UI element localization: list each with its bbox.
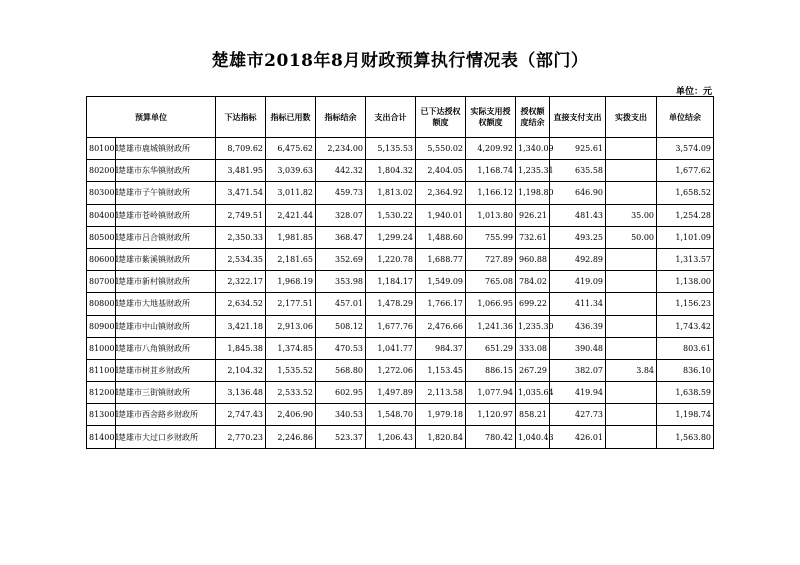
value-cell: 1,743.42 xyxy=(657,315,714,337)
value-cell: 2,246.86 xyxy=(266,426,316,448)
value-cell: 267.29 xyxy=(516,359,550,381)
value-cell: 1,478.29 xyxy=(366,293,416,315)
unit-name: 楚雄市三街镇财政所 xyxy=(116,382,216,404)
budget-table xyxy=(86,96,714,449)
value-cell: 602.95 xyxy=(316,382,366,404)
value-cell: 765.08 xyxy=(466,271,516,293)
value-cell: 1,066.95 xyxy=(466,293,516,315)
column-header: 实拨支出 xyxy=(606,97,657,138)
unit-code: 813001 xyxy=(87,404,116,426)
value-cell: 2,350.33 xyxy=(216,226,266,248)
value-cell: 35.00 xyxy=(606,204,657,226)
value-cell: 1,845.38 xyxy=(216,337,266,359)
value-cell: 426.01 xyxy=(550,426,606,448)
value-cell: 390.48 xyxy=(550,337,606,359)
unit-name: 楚雄市紫溪镇财政所 xyxy=(116,248,216,270)
table-row xyxy=(87,182,714,204)
value-cell: 984.37 xyxy=(416,337,466,359)
value-cell: 1,168.74 xyxy=(466,160,516,182)
value-cell: 333.08 xyxy=(516,337,550,359)
value-cell: 1,820.84 xyxy=(416,426,466,448)
table-row xyxy=(87,426,714,448)
value-cell: 340.53 xyxy=(316,404,366,426)
unit-name: 楚雄市西舍路乡财政所 xyxy=(116,404,216,426)
unit-code: 814001 xyxy=(87,426,116,448)
value-cell: 1,241.36 xyxy=(466,315,516,337)
value-cell: 646.90 xyxy=(550,182,606,204)
value-cell: 732.61 xyxy=(516,226,550,248)
value-cell: 2,634.52 xyxy=(216,293,266,315)
value-cell: 368.47 xyxy=(316,226,366,248)
unit-name: 楚雄市八角镇财政所 xyxy=(116,337,216,359)
value-cell: 2,406.90 xyxy=(266,404,316,426)
value-cell: 1,530.22 xyxy=(366,204,416,226)
value-cell: 1,548.70 xyxy=(366,404,416,426)
value-cell: 1,184.17 xyxy=(366,271,416,293)
table-row xyxy=(87,204,714,226)
value-cell: 523.37 xyxy=(316,426,366,448)
value-cell: 780.42 xyxy=(466,426,516,448)
table-body xyxy=(87,138,714,449)
value-cell: 568.80 xyxy=(316,359,366,381)
value-cell: 3.84 xyxy=(606,359,657,381)
unit-name: 楚雄市大过口乡财政所 xyxy=(116,426,216,448)
value-cell: 1,340.09 xyxy=(516,138,550,160)
value-cell: 3,481.95 xyxy=(216,160,266,182)
value-cell xyxy=(606,271,657,293)
value-cell: 2,104.32 xyxy=(216,359,266,381)
value-cell: 1,374.85 xyxy=(266,337,316,359)
value-cell: 1,638.59 xyxy=(657,382,714,404)
value-cell: 960.88 xyxy=(516,248,550,270)
table-row xyxy=(87,293,714,315)
unit-code: 806001 xyxy=(87,248,116,270)
value-cell: 493.25 xyxy=(550,226,606,248)
value-cell: 1,101.09 xyxy=(657,226,714,248)
value-cell: 1,041.77 xyxy=(366,337,416,359)
value-cell: 1,813.02 xyxy=(366,182,416,204)
value-cell xyxy=(606,315,657,337)
value-cell: 2,234.00 xyxy=(316,138,366,160)
unit-code: 801001 xyxy=(87,138,116,160)
value-cell xyxy=(606,382,657,404)
value-cell: 419.94 xyxy=(550,382,606,404)
value-cell: 3,136.48 xyxy=(216,382,266,404)
value-cell: 50.00 xyxy=(606,226,657,248)
value-cell: 5,135.53 xyxy=(366,138,416,160)
column-header: 授权额度结余 xyxy=(516,97,550,138)
unit-name: 楚雄市中山镇财政所 xyxy=(116,315,216,337)
value-cell: 1,804.32 xyxy=(366,160,416,182)
value-cell: 635.58 xyxy=(550,160,606,182)
column-header: 支出合计 xyxy=(366,97,416,138)
table-header-row xyxy=(87,97,714,138)
column-header: 已下达授权额度 xyxy=(416,97,466,138)
value-cell: 3,039.63 xyxy=(266,160,316,182)
value-cell: 1,563.80 xyxy=(657,426,714,448)
value-cell: 382.07 xyxy=(550,359,606,381)
value-cell: 1,658.52 xyxy=(657,182,714,204)
value-cell: 1,206.43 xyxy=(366,426,416,448)
value-cell: 1,254.28 xyxy=(657,204,714,226)
value-cell: 755.99 xyxy=(466,226,516,248)
column-header: 直接支付支出 xyxy=(550,97,606,138)
unit-name: 楚雄市鹿城镇财政所 xyxy=(116,138,216,160)
value-cell: 2,177.51 xyxy=(266,293,316,315)
value-cell: 1,077.94 xyxy=(466,382,516,404)
value-cell xyxy=(606,426,657,448)
value-cell: 1,488.60 xyxy=(416,226,466,248)
value-cell: 1,120.97 xyxy=(466,404,516,426)
value-cell: 1,040.43 xyxy=(516,426,550,448)
value-cell: 5,550.02 xyxy=(416,138,466,160)
unit-code: 807001 xyxy=(87,271,116,293)
unit-code: 809001 xyxy=(87,315,116,337)
column-header: 指标结余 xyxy=(316,97,366,138)
value-cell: 1,968.19 xyxy=(266,271,316,293)
value-cell: 3,011.82 xyxy=(266,182,316,204)
value-cell: 436.39 xyxy=(550,315,606,337)
value-cell: 1,688.77 xyxy=(416,248,466,270)
value-cell xyxy=(606,160,657,182)
value-cell: 1,940.01 xyxy=(416,204,466,226)
value-cell: 727.89 xyxy=(466,248,516,270)
value-cell: 2,533.52 xyxy=(266,382,316,404)
value-cell: 886.15 xyxy=(466,359,516,381)
value-cell: 4,209.92 xyxy=(466,138,516,160)
value-cell: 784.02 xyxy=(516,271,550,293)
column-header: 下达指标 xyxy=(216,97,266,138)
value-cell: 3,421.18 xyxy=(216,315,266,337)
value-cell: 2,364.92 xyxy=(416,182,466,204)
value-cell: 508.12 xyxy=(316,315,366,337)
unit-name: 楚雄市树苴乡财政所 xyxy=(116,359,216,381)
value-cell: 411.34 xyxy=(550,293,606,315)
unit-code: 810001 xyxy=(87,337,116,359)
value-cell: 352.69 xyxy=(316,248,366,270)
column-header: 预算单位 xyxy=(87,97,216,138)
value-cell xyxy=(606,293,657,315)
table-row xyxy=(87,359,714,381)
value-cell: 459.73 xyxy=(316,182,366,204)
value-cell: 1,677.62 xyxy=(657,160,714,182)
unit-code: 808001 xyxy=(87,293,116,315)
value-cell: 1,156.23 xyxy=(657,293,714,315)
table-row xyxy=(87,337,714,359)
value-cell: 2,913.06 xyxy=(266,315,316,337)
unit-name: 楚雄市苍岭镇财政所 xyxy=(116,204,216,226)
value-cell: 926.21 xyxy=(516,204,550,226)
value-cell xyxy=(606,404,657,426)
value-cell: 2,749.51 xyxy=(216,204,266,226)
value-cell: 2,534.35 xyxy=(216,248,266,270)
value-cell: 803.61 xyxy=(657,337,714,359)
value-cell: 1,153.45 xyxy=(416,359,466,381)
column-header: 单位结余 xyxy=(657,97,714,138)
value-cell: 1,549.09 xyxy=(416,271,466,293)
unit-name: 楚雄市吕合镇财政所 xyxy=(116,226,216,248)
unit-name: 楚雄市大地基财政所 xyxy=(116,293,216,315)
value-cell: 481.43 xyxy=(550,204,606,226)
value-cell: 457.01 xyxy=(316,293,366,315)
value-cell: 1,677.76 xyxy=(366,315,416,337)
unit-code: 812001 xyxy=(87,382,116,404)
unit-code: 811001 xyxy=(87,359,116,381)
value-cell: 1,497.89 xyxy=(366,382,416,404)
value-cell: 6,475.62 xyxy=(266,138,316,160)
unit-name: 楚雄市子午镇财政所 xyxy=(116,182,216,204)
value-cell: 1,198.80 xyxy=(516,182,550,204)
value-cell: 858.21 xyxy=(516,404,550,426)
value-cell: 925.61 xyxy=(550,138,606,160)
value-cell: 836.10 xyxy=(657,359,714,381)
value-cell: 1,272.06 xyxy=(366,359,416,381)
value-cell: 2,113.58 xyxy=(416,382,466,404)
value-cell: 1,235.31 xyxy=(516,160,550,182)
value-cell: 1,299.24 xyxy=(366,226,416,248)
value-cell: 470.53 xyxy=(316,337,366,359)
value-cell: 2,747.43 xyxy=(216,404,266,426)
unit-code: 805001 xyxy=(87,226,116,248)
value-cell: 1,535.52 xyxy=(266,359,316,381)
value-cell: 1,981.85 xyxy=(266,226,316,248)
value-cell: 1,166.12 xyxy=(466,182,516,204)
value-cell: 1,766.17 xyxy=(416,293,466,315)
unit-code: 803001 xyxy=(87,182,116,204)
value-cell: 1,235.30 xyxy=(516,315,550,337)
value-cell: 328.07 xyxy=(316,204,366,226)
column-header: 实际支用授权额度 xyxy=(466,97,516,138)
value-cell: 1,138.00 xyxy=(657,271,714,293)
value-cell xyxy=(606,248,657,270)
value-cell: 1,035.64 xyxy=(516,382,550,404)
value-cell: 2,770.23 xyxy=(216,426,266,448)
column-header: 指标已用数 xyxy=(266,97,316,138)
value-cell: 2,421.44 xyxy=(266,204,316,226)
table-row xyxy=(87,315,714,337)
value-cell: 2,404.05 xyxy=(416,160,466,182)
value-cell: 492.89 xyxy=(550,248,606,270)
value-cell: 1,198.74 xyxy=(657,404,714,426)
value-cell: 3,471.54 xyxy=(216,182,266,204)
unit-name: 楚雄市新村镇财政所 xyxy=(116,271,216,293)
value-cell: 1,013.80 xyxy=(466,204,516,226)
table-row xyxy=(87,160,714,182)
value-cell: 419.09 xyxy=(550,271,606,293)
value-cell: 2,476.66 xyxy=(416,315,466,337)
value-cell xyxy=(606,337,657,359)
value-cell: 3,574.09 xyxy=(657,138,714,160)
value-cell: 442.32 xyxy=(316,160,366,182)
table-row xyxy=(87,382,714,404)
unit-name: 楚雄市东华镇财政所 xyxy=(116,160,216,182)
value-cell: 1,979.18 xyxy=(416,404,466,426)
value-cell: 699.22 xyxy=(516,293,550,315)
unit-label: 单位：元 xyxy=(675,87,712,97)
value-cell: 353.98 xyxy=(316,271,366,293)
value-cell: 2,322.17 xyxy=(216,271,266,293)
table-row xyxy=(87,404,714,426)
page-title: 楚雄市2018年8月财政预算执行情况表（部门） xyxy=(211,51,589,71)
table-row xyxy=(87,226,714,248)
table-row xyxy=(87,138,714,160)
value-cell: 1,313.57 xyxy=(657,248,714,270)
unit-code: 802001 xyxy=(87,160,116,182)
value-cell xyxy=(606,182,657,204)
value-cell: 1,220.78 xyxy=(366,248,416,270)
value-cell xyxy=(606,138,657,160)
table-row xyxy=(87,271,714,293)
value-cell: 8,709.62 xyxy=(216,138,266,160)
unit-code: 804001 xyxy=(87,204,116,226)
value-cell: 2,181.65 xyxy=(266,248,316,270)
table-row xyxy=(87,248,714,270)
value-cell: 651.29 xyxy=(466,337,516,359)
value-cell: 427.73 xyxy=(550,404,606,426)
